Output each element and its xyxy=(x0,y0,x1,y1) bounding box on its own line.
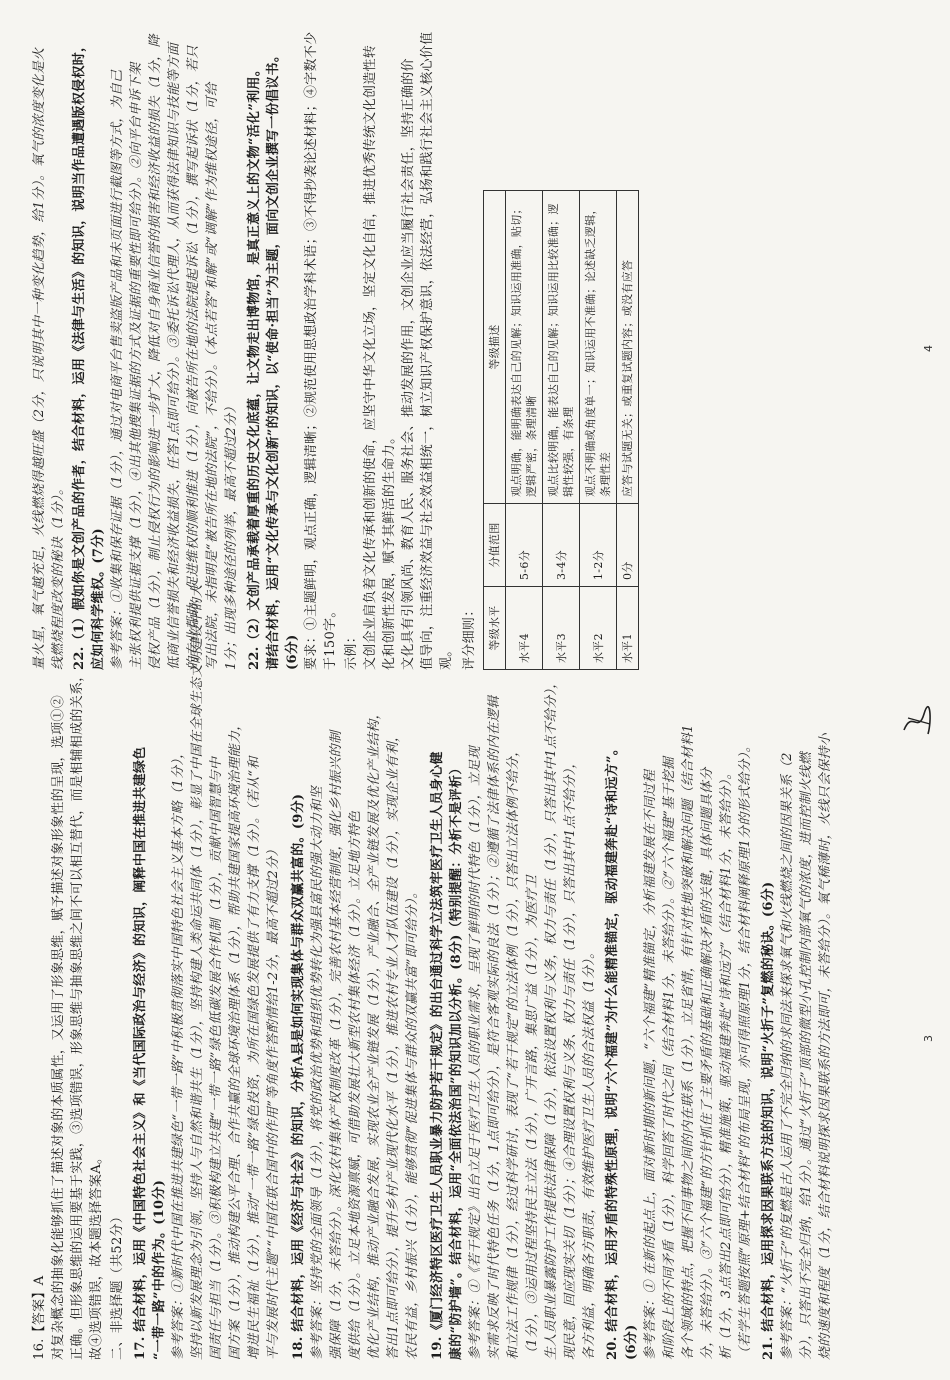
question-18-line: 度供给（1分）。立足本地资源禀赋，可借助发展壮大新型农村集体经济（1分）。立足地方特色 xyxy=(348,810,363,1360)
question-17-line: 国责任与担当（1分）。③积极构建立共建“一带一路”绿色低碳发展合作机制（1分），贡献中国智慧与中 xyxy=(209,756,224,1360)
question-16-line: 16.【答案】A xyxy=(32,1275,47,1360)
rubric-level: 水平4 xyxy=(506,587,543,670)
question-22-2-line: 请结合材料，运用“文化传承与文化创新”的知识，以“使命·担当”为主题，面向文创企业撰写一份倡议书。 xyxy=(266,48,281,670)
question-22-1 xyxy=(70,30,241,670)
question-21 xyxy=(759,710,835,1360)
rubric-row xyxy=(580,191,617,670)
rubric-level: 水平1 xyxy=(617,587,639,670)
question-22-2-line: 于150字。 xyxy=(323,604,338,670)
rubric-score: 5-6分 xyxy=(506,504,543,587)
question-22-1-line: 参考答案：①收集和保存证据（1分），通过对电商平台售卖盗版产品和未页面进行截图等方式，为自己 xyxy=(110,69,125,670)
rubric-desc: 应答与试题无关；或重复试题内容；或没有应答 xyxy=(617,191,639,504)
rubric-section xyxy=(460,30,639,670)
example-essay-line: 示例： xyxy=(344,630,359,670)
question-20-line: 各个领域的特点，把握不同事物之间的内在联系（1分），立足省情，有针对性地突破和解决问题（结合材料1 xyxy=(681,724,696,1360)
question-20-line: 析（1分，3点答出2点即可给分），精准施策，驱动福建奔赴“诗和远方”（结合材料1分，未答给分）。 xyxy=(719,766,734,1360)
question-18-line: 强保障（1分，未答给分）。深化农村集体产权制度改革（1分），完善农村基本经营制度，强化乡村振兴的制 xyxy=(329,730,344,1360)
rubric-header-desc: 等级描述 xyxy=(484,191,506,504)
question-19-line: 生人员职业暴露防护工作提供法律保障（1分），依法设置权利与义务，权力与责任（1分），只答出其中1点不给分）， xyxy=(544,675,559,1360)
rubric-label: 评分细则： xyxy=(462,603,477,670)
rubric-level: 水平2 xyxy=(580,587,617,670)
question-18-line: 农民有益，乡村振兴（1分），能够贯彻“促进集体与群众的双赢共富”即可给分）。 xyxy=(405,885,420,1360)
example-essay-line: 化和创新性发展，赋予其鲜活的生命力。 xyxy=(382,430,397,670)
rubric-row xyxy=(543,191,580,670)
question-19-line: 参考答案：①《若干规定》出台立足于医疗卫生人员的职业需求，呈现了鲜明的时代特色（1分），立足现 xyxy=(468,746,483,1360)
question-17-line: “一带一路”中的作为。(10分) xyxy=(152,1179,167,1360)
page-number-left: 3 xyxy=(922,1035,935,1042)
question-22-2-line: 要求：①主题鲜明，观点正确，逻辑清晰；②规范使用思想政治学科术语；③不得抄袭论述材料；④字数不少 xyxy=(304,31,319,670)
page-4-content xyxy=(30,30,910,670)
rubric-header-row xyxy=(484,191,506,670)
question-22-2-line: 22.（2）文创产品承载着厚重的历史文化底蕴，让文物走出博物馆，是真正意义上的文物“活化”利用。 xyxy=(247,62,262,670)
question-22-1-line: 1分；出现多种途径的列举，最高不超过2分） xyxy=(224,400,239,670)
question-18 xyxy=(289,706,422,1360)
question-19-line: 现民意，回应现实关切（1分）；④合理设置权利与义务、权力与责任（1分），只答出其中1点不给分）， xyxy=(563,755,578,1360)
question-22-2 xyxy=(245,30,340,670)
rubric-table xyxy=(483,190,639,670)
question-22-1-line: 低商业信誉损失和经济收益损失，任答1点即可给分）。③委托诉讼代理人，从而获得法律知识与技能等方面 xyxy=(167,42,182,670)
question-17-line: 坚持以新发展理念为引领，坚持人与自然和谐共生（1分），坚持构建人类命运共同体（1分），彰显了中国在全球生态文明建设中的大 xyxy=(190,584,205,1360)
question-19-line: 19.《厦门经济特区医疗卫生人员职业暴力防护若干规定》的出台通过科学立法筑牢医疗卫生人员身心健 xyxy=(430,751,445,1360)
continued-answer-line: 线燃烧程度改变的秘诀（1分）。 xyxy=(51,481,66,670)
page-number-right: 4 xyxy=(922,345,935,352)
question-21-line: 参考答案：“火折子”的复燃是古人运用了不完全归纳的求同法来探求氧气和火线燃烧之间的因果关系（2 xyxy=(780,752,795,1360)
question-22-1-line: 主张权利提供证据支撑（1分），④出其他搜集证据的方式及证据的重要性即可给分）。②向平台申诉下架 xyxy=(129,62,144,670)
section-heading: 二、非选择题（共52分） xyxy=(110,1209,125,1360)
question-16-line: 故④选项错误，故本题选择答案A。 xyxy=(89,1150,104,1360)
question-21-line: 分），只答出不完全归纳，给1分）。通过“火折子”顶部的微型小孔控制内部氧气的浓度，进而控制火线燃 xyxy=(799,752,814,1360)
rubric-desc: 观点比较明确，能表达自己的见解；知识运用比较准确；逻辑性较强，有条理 xyxy=(543,191,580,504)
example-essay-line: 观。 xyxy=(439,643,454,670)
question-19-line: 和立法工作规律（1分），经过科学研讨，表现了“若干规定”的立法体例（1分），只答出立法体例不给分， xyxy=(506,743,521,1360)
question-20 xyxy=(603,710,755,1360)
rubric-header-score: 分值范围 xyxy=(484,504,506,587)
question-17-line: 平与发展时代主题”“中国在联合国中的作用”等角度作答酌情给1-2分，最高不超过2分） xyxy=(266,843,281,1360)
question-19 xyxy=(428,675,599,1360)
pen-mark-icon xyxy=(898,700,938,740)
question-20-line: 20. 结合材料，运用矛盾的特殊性原理，说明“六个福建”为什么能精准锚定，驱动福建奔赴“诗和远方”。 xyxy=(605,741,620,1360)
example-essay-line: 文创企业肩负着文化传承和创新的使命，应坚守中华文化立场，坚定文化自信，推进优秀传统文化创造性转 xyxy=(363,44,378,670)
rubric-row xyxy=(617,191,639,670)
question-19-line: 康的“防护墙”。结合材料，运用“全面依法治国”的知识加以分析。(8分)（特别提醒：分析不是评析） xyxy=(449,761,464,1360)
question-19-line: 实需求反映了时代特色任务（1分，1点即可给分），是符合客观实际的良法（1分）；②遵循了法律体系的内在逻辑 xyxy=(487,695,502,1360)
question-21-line: 烧的速度和程度（1分，结合材料说明探求因果联系的方法即可，未答给分）。氧气稀薄时，火线只会保持小 xyxy=(818,732,833,1360)
question-16-line: 对复杂概念的抽象化能够抓住了描述对象的本质属性，又运用了形象思维，赋予描述对象形象性的呈现，选项①② xyxy=(51,694,66,1360)
continued-answer xyxy=(30,30,68,670)
rubric-row xyxy=(506,191,543,670)
upper-text-block xyxy=(30,30,456,670)
question-22-1-line: 的专业帮助，促进维权的顺利推进（1分），向被告所在地的法院提起诉讼（1分），撰写起诉状（1分，若只 xyxy=(186,45,201,670)
question-19-line: 各方利益，明确各方职责，有效维护医疗卫生人员的合法权益（1分）。 xyxy=(582,945,597,1360)
rubric-score: 1-2分 xyxy=(580,504,617,587)
question-22-1-line: 写出法院，未指明是“被告所在地的法院”，不给分）。（本点若答“和解”或“调解”作为维权途径，可给 xyxy=(205,82,220,670)
rubric-score: 0分 xyxy=(617,504,639,587)
question-20-line: 和阶段上的不同矛盾（1分），科学回答了时代之问（结合材料1分，未答给分）。②“六个福建”基于挖掘 xyxy=(662,756,677,1360)
question-20-line: （若学生答题按照“原理+结合材料”的布局呈现，亦可得照原理1分，结合材料阐释原理1分的形式给分）。 xyxy=(738,739,753,1360)
rubric-desc: 观点明确，能明确表达自己的见解；知识运用准确，贴切；逻辑严密，条理清晰 xyxy=(506,191,543,504)
example-essay-line: 文化具有引领风尚、教育人民、服务社会、推动发展的作用，文创企业应当履行社会责任，坚持正确的价 xyxy=(401,58,416,670)
question-22-1-line: 应如何科学维权。(7分) xyxy=(91,528,106,670)
question-17 xyxy=(131,584,283,1360)
rubric-header-level: 等级水平 xyxy=(484,587,506,670)
question-21-line: 21. 结合材料，运用探求因果联系方法的知识，说明“火折子”复燃的秘诀。(6分) xyxy=(761,881,776,1360)
rubric-desc: 观点不明确或角度单一；知识运用不准确；论述缺乏逻辑，条理性差 xyxy=(580,191,617,504)
question-20-line: (6分) xyxy=(624,1324,639,1360)
question-22-1-line: 侵权产品（1分），制止侵权行为的影响进一步扩大，降低对自身商业信誉的损害和经济收益的损失（1分，降 xyxy=(148,34,163,670)
question-20-line: 参考答案：① 在新的起点上，面对新时期的新问题，“六个福建”精准锚定，分析福建发展在不同过程 xyxy=(643,769,658,1360)
question-16-line: 正确。但形象思维的运用要基于实践，③选项错误，形象思维与抽象思维之间不可以相互替代，而是相辅相成的关系， xyxy=(70,668,85,1360)
rubric-level: 水平3 xyxy=(543,587,580,670)
example-essay-line: 值导向，注重经济效益与社会效益相统一，树立知识产权保护意识，依法经营，弘扬和践行社会主义核心价值 xyxy=(420,31,435,670)
rubric-score: 3-4分 xyxy=(543,504,580,587)
question-22-2-line: (6分) xyxy=(285,634,300,670)
continued-answer-line: 量火星，氧气越充足，火线燃烧得越旺盛（2分，只说明其中一种变化趋势，给1分）。氧气的浓度变化是火 xyxy=(32,47,47,670)
question-17-line: 国方案（1分），推动构建公平合理、合作共赢的全球环境治理体系（1分），帮助共建国家提高环境治理能力， xyxy=(228,717,243,1360)
question-17-line: 17. 结合材料，运用《中国特色社会主义》和《当代国际政治与经济》的知识，阐释中国在推进共建绿色 xyxy=(133,746,148,1360)
question-22-1-line: 22.（1）假如你是文创产品的作者，结合材料，运用《法律与生活》的知识，说明当作品遭遇版权侵权时， xyxy=(72,38,87,670)
question-18-line: 18. 结合材料，运用《经济与社会》的知识，分析A县是如何实现集体与群众双赢共富的。(9分) xyxy=(291,793,306,1360)
question-16 xyxy=(30,668,106,1360)
question-17-line: 参考答案：①新时代中国在推进共建绿色“一带一路”中积极贯彻落实中国特色社会主义基本方略（1分）， xyxy=(171,745,186,1360)
question-18-line: 优化产业结构，推动产业融合发展，实现农业全产业链发展（1分），产业融合、全产业链发展及优化产业结构， xyxy=(367,706,382,1360)
question-18-line: 答出1点即可给分），提升乡村产业现代化水平（1分），推进农村专业人才队伍建设（1分），实现企业有利， xyxy=(386,728,401,1360)
example-essay xyxy=(342,30,456,670)
question-20-line: 分，未答给分）。③“六个福建”的方针抓住了主要矛盾的基础和正确解决矛盾的关键，具体问题具体分 xyxy=(700,767,715,1360)
question-17-line: 增进民生福祉（1分），推动“一带一路”绿色投资，为所在国绿色发展提供了有力支撑（1分）。（若从“和 xyxy=(247,756,262,1360)
question-18-line: 参考答案：坚持党的全面领导（1分），将党的政治优势和组织优势转化为强县富民的强大动力和坚 xyxy=(310,786,325,1360)
question-19-line: （1分），③运用过程坚持民主立法（1分），广开言路，集思广益（1分），为医疗卫 xyxy=(525,874,540,1360)
